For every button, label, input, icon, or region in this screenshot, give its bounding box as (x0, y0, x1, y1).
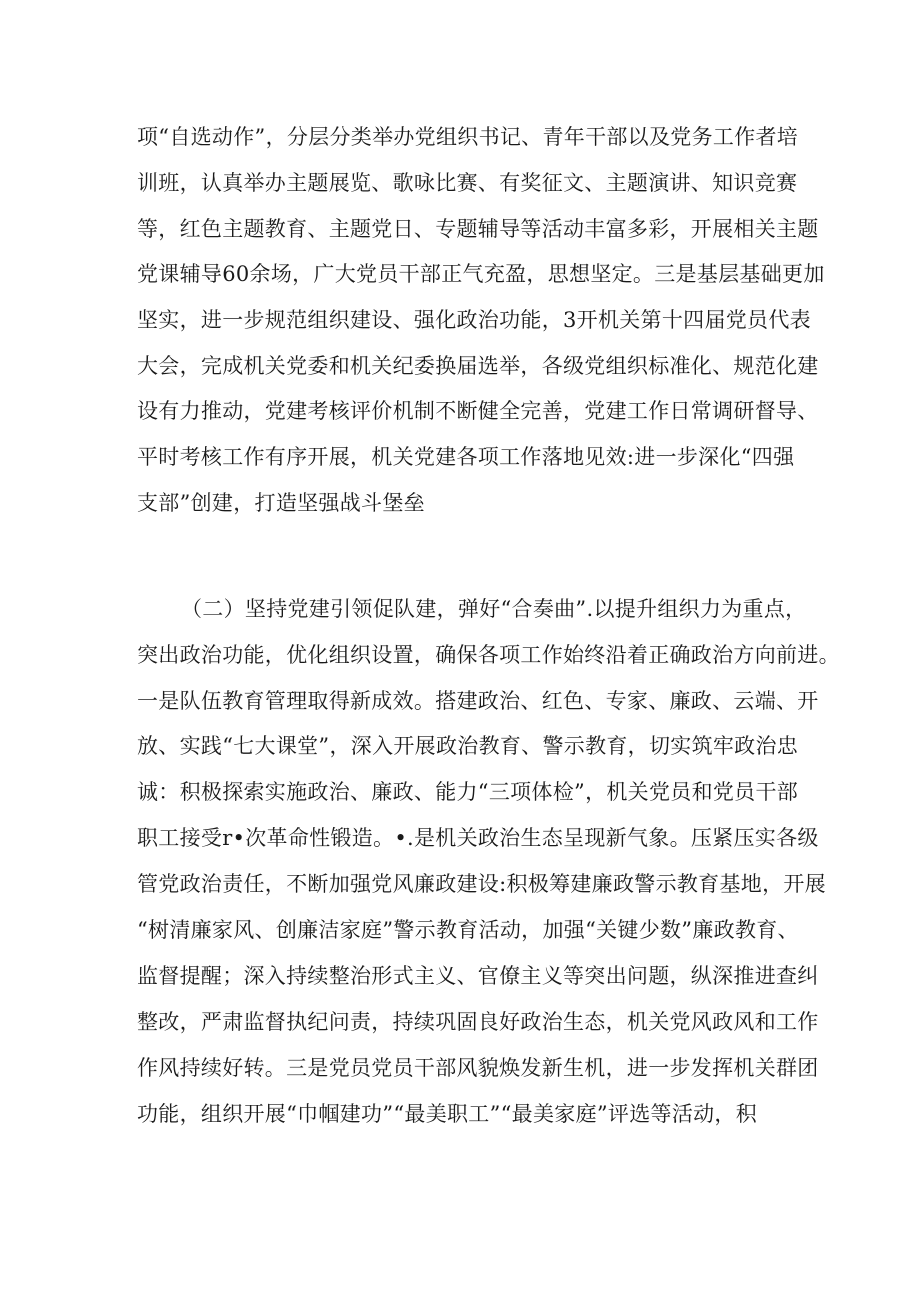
paragraph-2-line: 功能，组织开展“巾帼建功”“最美职工”“最美家庭”评选等活动，积 (137, 1102, 758, 1126)
paragraph-2-line: 职工接受r•次革命性锻造。•.是机关政治生态呈现新气象。压紧压实各级 (137, 826, 819, 850)
paragraph-2-line: “树清廉家风、创廉洁家庭”警示教育活动，加强“关键少数”廉政教育、 (137, 918, 799, 942)
paragraph-2-line: 放、实践“七大课堂”，深入开展政治教育、警示教育，切实筑牢政治忠 (137, 734, 799, 758)
paragraph-1-line: 训班，认真举办主题展览、歌咏比赛、有奖征文、主题演讲、知识竞赛 (137, 171, 798, 195)
paragraph-2-line: 管党政治责任，不断加强党风廉政建设:积极筹建廉政警示教育基地，开展 (137, 872, 826, 896)
paragraph-2-line: 监督提醒；深入持续整治形式主义、官僚主义等突出问题，纵深推进查纠 (137, 964, 819, 988)
paragraph-1-line: 坚实，进一步规范组织建设、强化政治功能，3开机关第十四届党员代表 (137, 308, 811, 332)
paragraph-2-line: 整改，严肃监督执纪问责，持续巩固良好政治生态，机关党风政风和工作 (137, 1010, 819, 1034)
paragraph-2-line: 诚：积极探索实施政治、廉政、能力“三项体检”，机关党员和党员干部 (137, 780, 799, 804)
paragraph-1-line: 平时考核工作有序开展，机关党建各项工作落地见效:进一步深化“四强 (137, 445, 795, 469)
paragraph-1-line: 党课辅导60余场，广大党员干部正气充盈，思想坚定。三是基层基础更加 (137, 262, 825, 286)
paragraph-1-line: 设有力推动，党建考核评价机制不断健全完善，党建工作日常调研督导、 (137, 399, 819, 423)
paragraph-2-line: 一是队伍教育管理取得新成效。搭建政治、红色、专家、廉政、云端、开 (137, 689, 819, 713)
paragraph-1-line: 项“自选动作”，分层分类举办党组织书记、青年干部以及党务工作者培 (137, 125, 799, 149)
paragraph-2-line: 突出政治功能，优化组织设置，确保各项工作始终沿着正确政治方向前进。 (137, 643, 840, 667)
paragraph-2-line: （二）坚持党建引领促队建，弹好“合奏曲”.以提升组织力为重点， (181, 597, 807, 621)
paragraph-1-line: 支部”创建，打造坚强战斗堡垒 (137, 491, 425, 515)
paragraph-2-line: 作风持续好转。三是党员党员干部风貌焕发新生机，进一步发挥机关群团 (137, 1056, 819, 1080)
paragraph-1-line: 大会，完成机关党委和机关纪委换届选举，各级党组织标准化、规范化建 (137, 354, 819, 378)
paragraph-1-line: 等，红色主题教育、主题党日、专题辅导等活动丰富多彩，开展相关主题 (137, 217, 819, 241)
